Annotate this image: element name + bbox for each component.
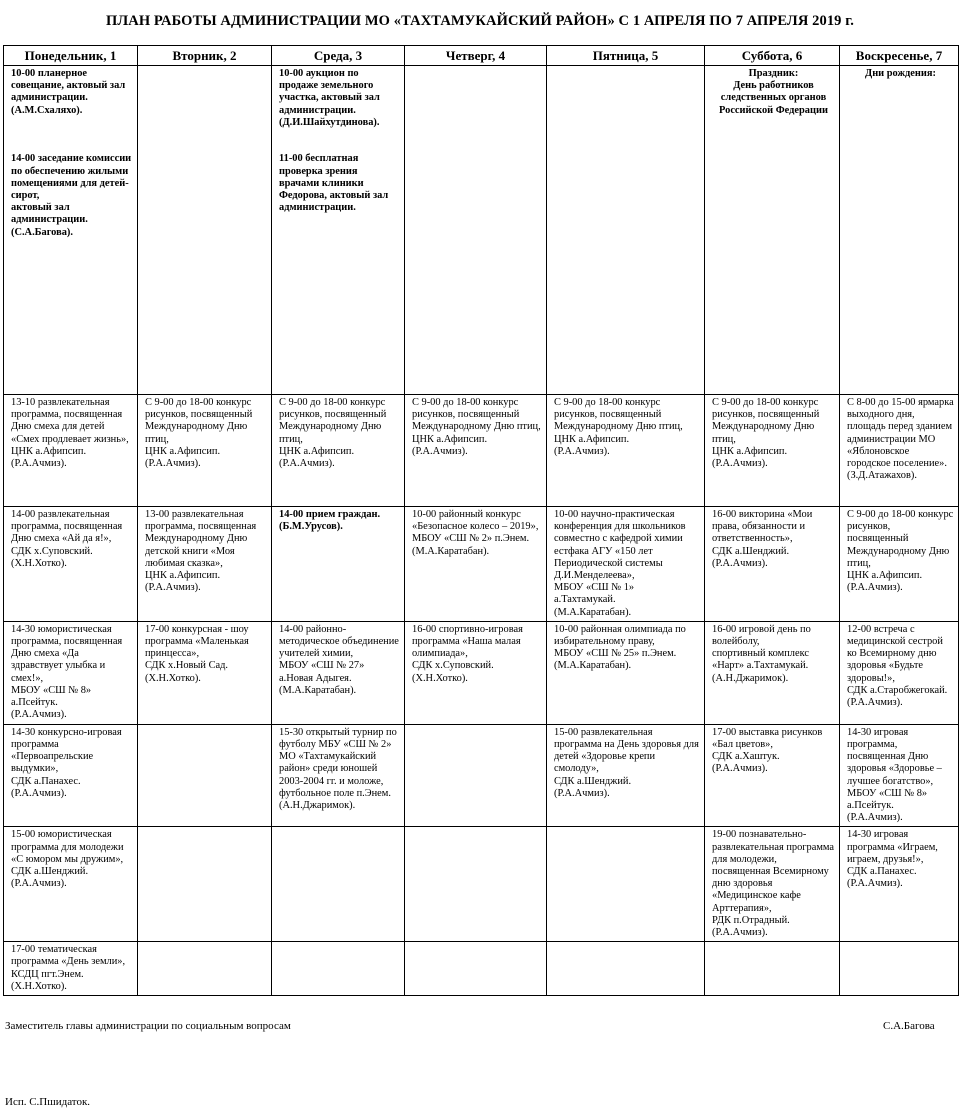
- page-title: ПЛАН РАБОТЫ АДМИНИСТРАЦИИ МО «ТАХТАМУКАЙСКИЙ РАЙОН» С 1 АПРЕЛЯ ПО 7 АПРЕЛЯ 2019 г.: [105, 13, 855, 29]
- table-cell: С 9-00 до 18-00 конкурс рисунков, посвященный Международному Дню птиц, ЦНК а.Афипсип. (Р.А.Ачмиз).: [547, 395, 705, 507]
- table-cell: С 9-00 до 18-00 конкурс рисунков, посвященный Международному Дню птиц, ЦНК а.Афипсип. (Р.А.Ачмиз).: [840, 507, 959, 622]
- table-cell: 10-00 районный конкурс «Безопасное колесо – 2019», МБОУ «СШ № 2» п.Энем. (М.А.Каратабан).: [405, 507, 547, 622]
- table-cell: С 8-00 до 15-00 ярмарка выходного дня, площадь перед зданием администрации МО «Яблоновское городское поселение». (З.Д.Атажахов).: [840, 395, 959, 507]
- table-cell: С 9-00 до 18-00 конкурс рисунков, посвященный Международному Дню птиц, ЦНК а.Афипсип. (Р.А.Ачмиз).: [138, 395, 272, 507]
- table-cell: 12-00 встреча с медицинской сестрой ко Всемирному дню здоровья «Будьте здоровы!», СДК а.Старобжегокай. (Р.А.Ачмиз).: [840, 621, 959, 724]
- table-row: [4, 395, 959, 507]
- table-cell: С 9-00 до 18-00 конкурс рисунков, посвященный Международному Дню птиц, ЦНК а.Афипсип. (Р.А.Ачмиз).: [272, 395, 405, 507]
- schedule-table: [3, 45, 959, 996]
- day-header: Пятница, 5: [547, 46, 705, 66]
- table-cell: С 9-00 до 18-00 конкурс рисунков, посвященный Международному Дню птиц, ЦНК а.Афипсип. (Р.А.Ачмиз).: [705, 395, 840, 507]
- table-cell: 10-00 районная олимпиада по избирательному праву, МБОУ «СШ № 25» п.Энем. (М.А.Каратабан).: [547, 621, 705, 724]
- table-cell: С 9-00 до 18-00 конкурс рисунков, посвященный Международному Дню птиц, ЦНК а.Афипсип. (Р.А.Ачмиз).: [405, 395, 547, 507]
- table-cell: [840, 942, 959, 996]
- signature-name: С.А.Багова: [883, 1020, 935, 1032]
- table-cell: 17-00 тематическая программа «День земли», КСДЦ пгт.Энем. (Х.Н.Хотко).: [4, 942, 138, 996]
- table-row: [4, 827, 959, 942]
- day-header: Воскресенье, 7: [840, 46, 959, 66]
- executor-note: Исп. С.Пшидаток.: [5, 1096, 91, 1108]
- table-cell: 10-00 научно-практическая конференция для школьников совместно с кафедрой химии естфака АГУ «150 лет Периодической системы Д.И.Менделеева», МБОУ «СШ № 1» а.Тахтамукай. (М.А.Каратабан).: [547, 507, 705, 622]
- table-cell: [405, 942, 547, 996]
- table-row: [4, 507, 959, 622]
- table-cell: 16-00 викторина «Мои права, обязанности и ответственность», СДК а.Шенджий. (Р.А.Ачмиз).: [705, 507, 840, 622]
- table-cell: 14-30 конкурсно-игровая программа «Первоапрельские выдумки», СДК а.Панахес. (Р.А.Ачмиз).: [4, 724, 138, 827]
- table-cell: [138, 827, 272, 942]
- table-cell: 15-00 юмористическая программа для молодежи «С юмором мы дружим», СДК а.Шенджий. (Р.А.Ачмиз).: [4, 827, 138, 942]
- table-cell: 17-00 выставка рисунков «Бал цветов», СДК а.Хаштук. (Р.А.Ачмиз).: [705, 724, 840, 827]
- table-cell: 14-00 прием граждан. (Б.М.Урусов).: [272, 507, 405, 622]
- table-cell: [272, 827, 405, 942]
- table-cell: [272, 942, 405, 996]
- table-cell: [138, 66, 272, 395]
- table-cell: [705, 942, 840, 996]
- table-cell: [405, 724, 547, 827]
- table-row: [4, 724, 959, 827]
- table-cell: [547, 942, 705, 996]
- day-header: Вторник, 2: [138, 46, 272, 66]
- table-cell: 10-00 планерное совещание, актовый зал администрации. (А.М.Схаляхо). 14-00 заседание комиссии по обеспечению жилыми помещениями для детей-сирот, актовый зал администрации. (С.А.Багова).: [4, 66, 138, 395]
- table-cell: [405, 66, 547, 395]
- day-header: Среда, 3: [272, 46, 405, 66]
- table-cell: 15-00 развлекательная программа на День здоровья для детей «Здоровье крепи смолоду», СДК а.Шенджий. (Р.А.Ачмиз).: [547, 724, 705, 827]
- table-cell: 14-00 районно-методическое объединение учителей химии, МБОУ «СШ № 27» а.Новая Адыгея. (М.А.Каратабан).: [272, 621, 405, 724]
- table-cell: 16-00 игровой день по волейболу, спортивный комплекс «Нарт» а.Тахтамукай. (А.Н.Джаримок).: [705, 621, 840, 724]
- table-row: [4, 621, 959, 724]
- table-cell: [405, 827, 547, 942]
- table-cell: 14-30 юмористическая программа, посвященная Дню смеха «Да здравствует улыбка и смех!», МБОУ «СШ № 8» а.Псейтук. (Р.А.Ачмиз).: [4, 621, 138, 724]
- table-cell: 15-30 открытый турнир по футболу МБУ «СШ № 2» МО «Тахтамукайский район» среди юношей 2003-2004 гг. и моложе, футбольное поле п.Энем. (А.Н.Джаримок).: [272, 724, 405, 827]
- table-cell: 16-00 спортивно-игровая программа «Наша малая олимпиада», СДК х.Суповский. (Х.Н.Хотко).: [405, 621, 547, 724]
- table-cell: 19-00 познавательно-развлекательная программа для молодежи, посвященная Всемирному дню здоровья «Медицинское кафе Арттерапия», РДК п.Отрадный. (Р.А.Ачмиз).: [705, 827, 840, 942]
- table-cell: 10-00 аукцион по продаже земельного участка, актовый зал администрации. (Д.И.Шайхутдинова). 11-00 бесплатная проверка зрения врачами клиники Федорова, актовый зал администрации.: [272, 66, 405, 395]
- table-cell: 14-00 развлекательная программа, посвященная Дню смеха «Ай да я!», СДК х.Суповский. (Х.Н.Хотко).: [4, 507, 138, 622]
- table-cell: 17-00 конкурсная - шоу программа «Маленькая принцесса», СДК х.Новый Сад. (Х.Н.Хотко).: [138, 621, 272, 724]
- table-row: [4, 66, 959, 395]
- table-cell: Праздник: День работников следственных органов Российской Федерации: [705, 66, 840, 395]
- table-cell: 13-00 развлекательная программа, посвященная Международному Дню детской книги «Моя любимая сказка», ЦНК а.Афипсип. (Р.А.Ачмиз).: [138, 507, 272, 622]
- signature-position: Заместитель главы администрации по социальным вопросам: [5, 1020, 291, 1032]
- table-cell: [547, 827, 705, 942]
- table-cell: 14-30 игровая программа «Играем, играем, друзья!», СДК а.Панахес. (Р.А.Ачмиз).: [840, 827, 959, 942]
- day-header: Четверг, 4: [405, 46, 547, 66]
- table-cell: 14-30 игровая программа, посвященная Дню здоровья «Здоровье – лучшее богатство», МБОУ «СШ № 8» а.Псейтук. (Р.А.Ачмиз).: [840, 724, 959, 827]
- day-header: Понедельник, 1: [4, 46, 138, 66]
- table-cell: Дни рождения:: [840, 66, 959, 395]
- header-row: [4, 46, 959, 66]
- day-header: Суббота, 6: [705, 46, 840, 66]
- table-cell: [547, 66, 705, 395]
- table-cell: 13-10 развлекательная программа, посвященная Дню смеха для детей «Смех продлевает жизнь», ЦНК а.Афипсип. (Р.А.Ачмиз).: [4, 395, 138, 507]
- table-cell: [138, 724, 272, 827]
- table-row: [4, 942, 959, 996]
- table-cell: [138, 942, 272, 996]
